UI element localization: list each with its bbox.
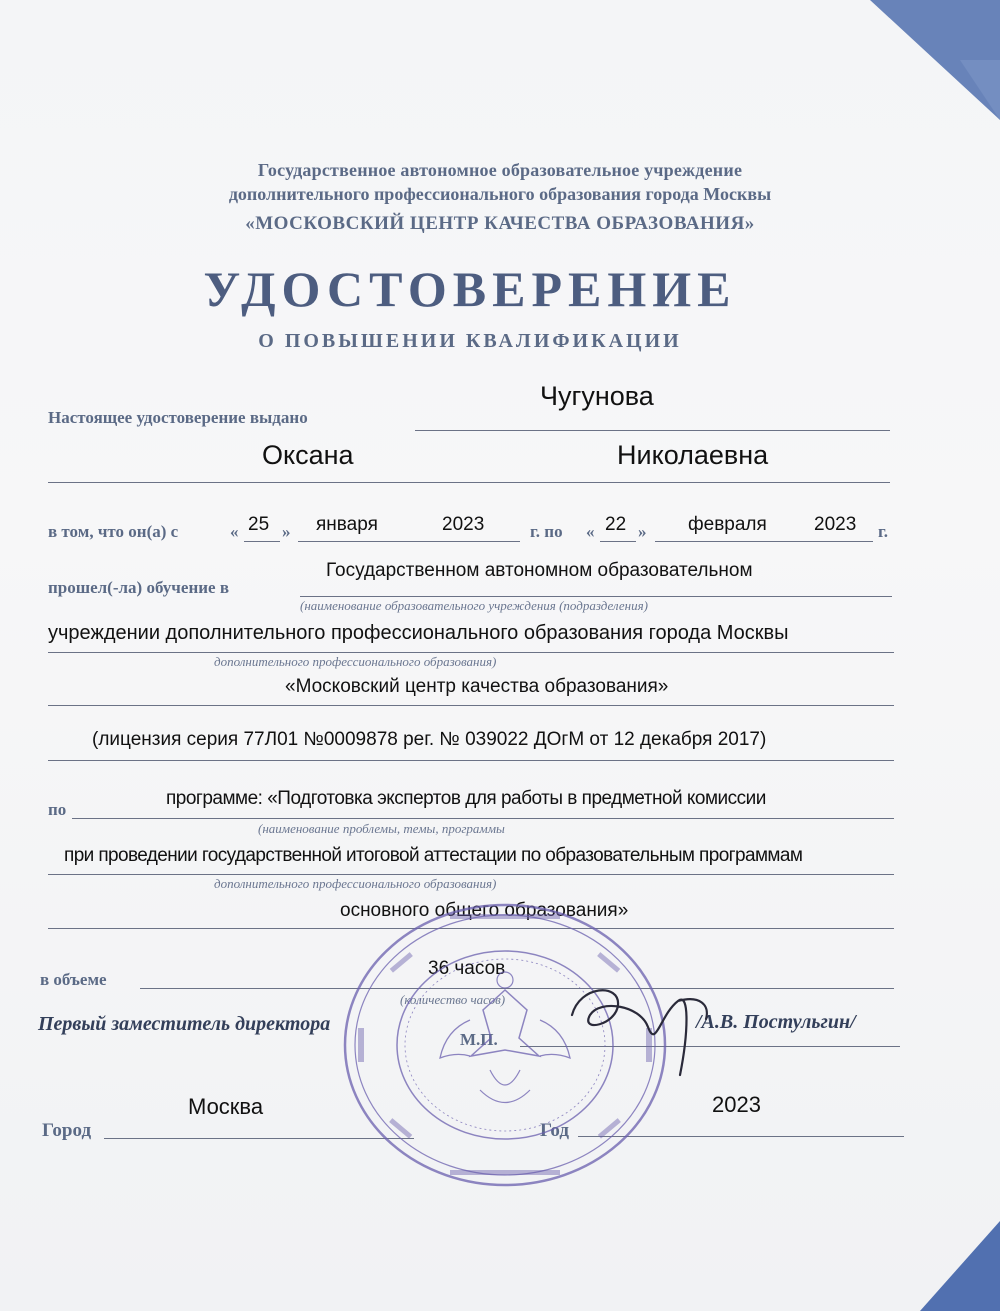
program-label: по	[48, 800, 67, 819]
training-line-3	[48, 705, 894, 706]
name-value: Оксана	[262, 440, 354, 470]
surname-line	[415, 430, 890, 431]
document-title: УДОСТОВЕРЕНИЕ	[203, 261, 737, 317]
signatory-position: Первый заместитель директора	[38, 1013, 331, 1035]
start-close-quote: »	[282, 522, 291, 541]
training-label: прошел(-ла) обучение в	[48, 578, 230, 597]
handwritten-signature	[560, 975, 720, 1085]
end-day-line	[600, 541, 636, 542]
volume-value: 36 часов	[428, 958, 506, 979]
program-title-3: основного общего образования»	[340, 900, 629, 921]
license-info: (лицензия серия 77Л01 №0009878 рег. № 039022 ДОгМ от 12 декабря 2017)	[92, 729, 767, 750]
issued-label: Настоящее удостоверение выдано	[48, 408, 308, 427]
city-label: Город	[42, 1120, 92, 1141]
patronymic-value: Николаевна	[617, 440, 769, 470]
end-open-quote: «	[586, 522, 595, 541]
institution-name: «МОСКОВСКИЙ ЦЕНТР КАЧЕСТВА ОБРАЗОВАНИЯ»	[245, 213, 755, 234]
training-line-4	[48, 760, 894, 761]
end-close-quote: »	[638, 522, 647, 541]
document-subtitle: О ПОВЫШЕНИИ КВАЛИФИКАЦИИ	[258, 330, 682, 352]
institution-line-1: Государственное автономное образовательное учреждение	[257, 160, 743, 180]
signatory-name: /А.В. Постульгин/	[696, 1011, 856, 1033]
program-line-2	[48, 874, 894, 875]
city-value: Москва	[188, 1094, 264, 1119]
volume-label: в объеме	[40, 970, 107, 989]
seal-place-label: М.П.	[460, 1030, 498, 1049]
training-institution-1: Государственном автономном образовательном	[326, 560, 753, 581]
program-note-1: (наименование проблемы, темы, программы	[258, 821, 505, 836]
program-title-1: программе: «Подготовка экспертов для работы в предметной комиссии	[166, 788, 766, 809]
period-label: в том, что он(а) с	[48, 522, 179, 541]
start-day: 25	[248, 514, 270, 535]
training-institution-2: учреждении дополнительного профессионального образования города Москвы	[48, 622, 789, 644]
start-month-line	[298, 541, 520, 542]
corner-decoration-bottom	[920, 1221, 1000, 1311]
volume-note: (количество часов)	[400, 992, 506, 1007]
institution-line-2: дополнительного профессионального образования города Москвы	[228, 184, 772, 204]
program-title-2: при проведении государственной итоговой аттестации по образовательным программам	[64, 845, 803, 866]
training-note-1: (наименование образовательного учреждения (подразделения)	[300, 598, 648, 613]
end-year: 2023	[814, 514, 857, 535]
start-month: января	[316, 514, 378, 535]
year-label: Год	[540, 1120, 569, 1141]
training-institution-3: «Московский центр качества образования»	[285, 676, 669, 697]
period-to-label: г. по	[530, 522, 563, 541]
training-line-2	[48, 652, 894, 653]
period-year-suffix: г.	[878, 522, 889, 541]
name-line	[48, 482, 890, 483]
end-day: 22	[605, 514, 627, 535]
start-year: 2023	[442, 514, 485, 535]
start-day-line	[244, 541, 280, 542]
year-value: 2023	[712, 1092, 761, 1117]
program-note-2: дополнительного профессионального образования)	[214, 876, 497, 891]
end-month: февраля	[688, 514, 767, 535]
start-open-quote: «	[230, 522, 239, 541]
corner-decoration-top-inner	[960, 60, 1000, 120]
training-line-1	[300, 596, 892, 597]
end-month-line	[655, 541, 873, 542]
surname-value: Чугунова	[540, 381, 654, 411]
training-note-2: дополнительного профессионального образования)	[214, 654, 497, 669]
program-line-1	[72, 818, 894, 819]
